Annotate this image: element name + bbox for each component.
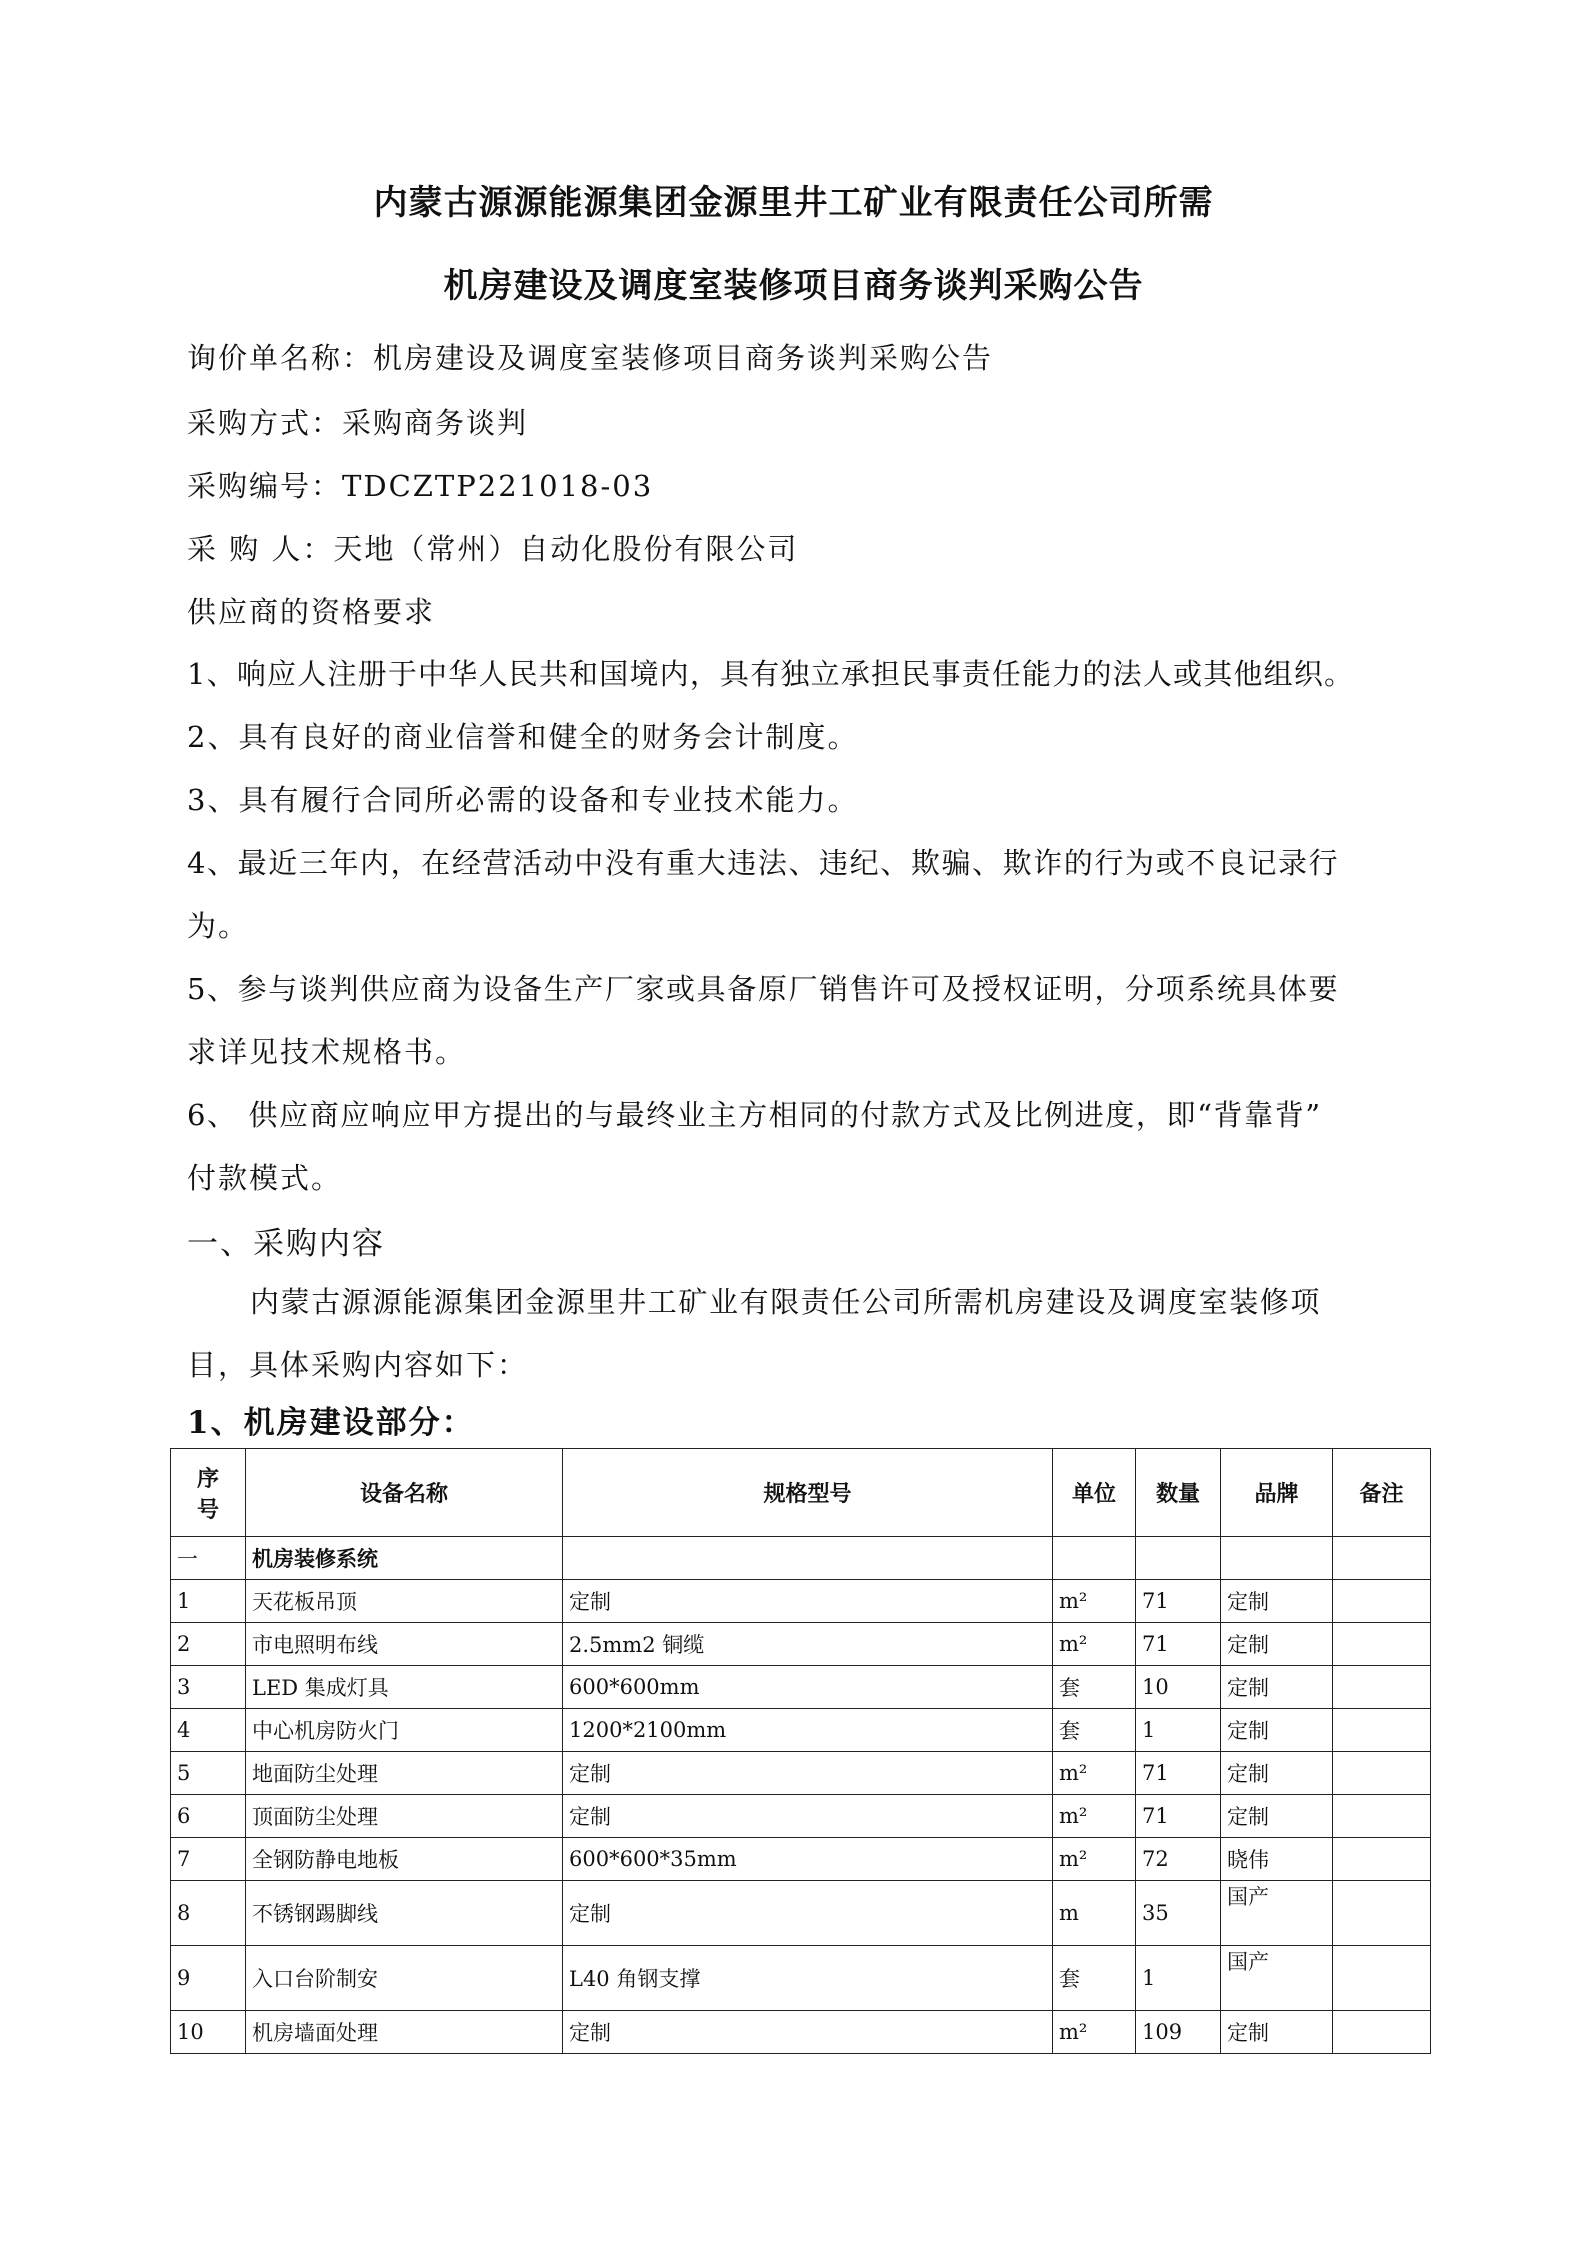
- requirement-2: 2、具有良好的商业信誉和健全的财务会计制度。: [187, 720, 859, 754]
- cell-no: 9: [171, 1946, 246, 2011]
- table-row: [171, 1752, 1431, 1795]
- cell-qty: 71: [1136, 1752, 1221, 1795]
- table-body: [171, 1580, 1431, 2054]
- table-header-row: [171, 1449, 1431, 1537]
- table-row: [171, 1709, 1431, 1752]
- cell-unit: m²: [1053, 1623, 1136, 1666]
- category-no: 一: [171, 1537, 246, 1580]
- cell-name: 机房墙面处理: [246, 2011, 563, 2054]
- cell-spec: 600*600mm: [563, 1666, 1053, 1709]
- cell-qty: 35: [1136, 1881, 1221, 1946]
- table-row: [171, 1881, 1431, 1946]
- table-category-row: [171, 1537, 1431, 1580]
- cell-no: 4: [171, 1709, 246, 1752]
- cell-qty: 72: [1136, 1838, 1221, 1881]
- header-no-line2: 号: [196, 1496, 219, 1523]
- header-qty: 数量: [1136, 1449, 1221, 1537]
- header-remark: 备注: [1333, 1449, 1431, 1537]
- header-unit: 单位: [1053, 1449, 1136, 1537]
- section-heading-procurement: 一、采购内容: [187, 1226, 385, 1262]
- qualification-heading: 供应商的资格要求: [187, 595, 436, 629]
- cell-name: 市电照明布线: [246, 1623, 563, 1666]
- cell-brand: 定制: [1221, 1752, 1333, 1795]
- cell-qty: 71: [1136, 1623, 1221, 1666]
- cell-brand: 定制: [1221, 1666, 1333, 1709]
- cell-qty: 109: [1136, 2011, 1221, 2054]
- requirement-3: 3、具有履行合同所必需的设备和专业技术能力。: [187, 783, 859, 817]
- cell-no: 1: [171, 1580, 246, 1623]
- table-row: [171, 1838, 1431, 1881]
- table-row: [171, 1623, 1431, 1666]
- procurement-number: 采购编号：TDCZTP221018-03: [187, 469, 654, 503]
- table-row: [171, 1580, 1431, 1623]
- cell-unit: 套: [1053, 1709, 1136, 1752]
- table-row: [171, 1795, 1431, 1838]
- cell-remark: [1333, 1795, 1431, 1838]
- cell-remark: [1333, 1946, 1431, 2011]
- cell-unit: m: [1053, 1881, 1136, 1946]
- cell-qty: 1: [1136, 1709, 1221, 1752]
- requirement-1: 1、响应人注册于中华人民共和国境内，具有独立承担民事责任能力的法人或其他组织。: [187, 657, 1355, 691]
- cell-remark: [1333, 1709, 1431, 1752]
- cell-brand: 定制: [1221, 1709, 1333, 1752]
- header-brand: 品牌: [1221, 1449, 1333, 1537]
- buyer: 采 购 人：天地（常州）自动化股份有限公司: [187, 532, 799, 566]
- requirement-4-line2: 为。: [187, 909, 250, 943]
- cell-unit: m²: [1053, 1580, 1136, 1623]
- requirement-6-line2: 付款模式。: [187, 1161, 343, 1195]
- cell-name: 地面防尘处理: [246, 1752, 563, 1795]
- cell-brand: 定制: [1221, 1580, 1333, 1623]
- table-row: [171, 1946, 1431, 2011]
- requirement-5-line1: 5、参与谈判供应商为设备生产厂家或具备原厂销售许可及授权证明，分项系统具体要: [187, 972, 1340, 1006]
- cell-spec: 2.5mm2 铜缆: [563, 1623, 1053, 1666]
- cell-name: 天花板吊顶: [246, 1580, 563, 1623]
- cell-brand: 晓伟: [1221, 1838, 1333, 1881]
- cell-remark: [1333, 1666, 1431, 1709]
- cell-remark: [1333, 1838, 1431, 1881]
- cell-remark: [1333, 1580, 1431, 1623]
- cell-spec: 定制: [563, 1881, 1053, 1946]
- cell-no: 2: [171, 1623, 246, 1666]
- requirement-6-line1: 6、 供应商应响应甲方提出的与最终业主方相同的付款方式及比例进度，即“背靠背”: [187, 1098, 1322, 1132]
- cell-name: 中心机房防火门: [246, 1709, 563, 1752]
- cell-no: 5: [171, 1752, 246, 1795]
- cell-remark: [1333, 1881, 1431, 1946]
- cell-spec: 600*600*35mm: [563, 1838, 1053, 1881]
- cell-unit: 套: [1053, 1666, 1136, 1709]
- header-no: [171, 1449, 246, 1537]
- cell-spec: 定制: [563, 1580, 1053, 1623]
- cell-remark: [1333, 1752, 1431, 1795]
- subsection-heading-machine-room: 1、机房建设部分：: [187, 1405, 475, 1441]
- cell-remark: [1333, 2011, 1431, 2054]
- procurement-paragraph-line2: 目，具体采购内容如下：: [187, 1348, 529, 1382]
- requirement-4-line1: 4、最近三年内，在经营活动中没有重大违法、违纪、欺骗、欺诈的行为或不良记录行: [187, 846, 1340, 880]
- cell-spec: 定制: [563, 1752, 1053, 1795]
- table-row: [171, 1666, 1431, 1709]
- cell-brand: 国产: [1221, 1946, 1333, 2011]
- procurement-method: 采购方式：采购商务谈判: [187, 406, 529, 440]
- cell-unit: m²: [1053, 1752, 1136, 1795]
- cell-no: 6: [171, 1795, 246, 1838]
- procurement-paragraph-line1: 内蒙古源源能源集团金源里井工矿业有限责任公司所需机房建设及调度室装修项: [250, 1285, 1322, 1319]
- category-name: 机房装修系统: [246, 1537, 563, 1580]
- cell-brand: 定制: [1221, 1623, 1333, 1666]
- cell-unit: 套: [1053, 1946, 1136, 2011]
- cell-spec: 定制: [563, 1795, 1053, 1838]
- cell-brand: 定制: [1221, 2011, 1333, 2054]
- document-title-line2: 机房建设及调度室装修项目商务谈判采购公告: [443, 266, 1144, 306]
- cell-no: 8: [171, 1881, 246, 1946]
- cell-name: LED 集成灯具: [246, 1666, 563, 1709]
- header-spec: 规格型号: [563, 1449, 1053, 1537]
- cell-name: 不锈钢踢脚线: [246, 1881, 563, 1946]
- cell-qty: 71: [1136, 1580, 1221, 1623]
- cell-no: 7: [171, 1838, 246, 1881]
- cell-no: 3: [171, 1666, 246, 1709]
- cell-qty: 71: [1136, 1795, 1221, 1838]
- cell-spec: 定制: [563, 2011, 1053, 2054]
- cell-name: 全钢防静电地板: [246, 1838, 563, 1881]
- header-name: 设备名称: [246, 1449, 563, 1537]
- inquiry-name: 询价单名称：机房建设及调度室装修项目商务谈判采购公告: [187, 341, 994, 375]
- cell-name: 顶面防尘处理: [246, 1795, 563, 1838]
- cell-brand: 国产: [1221, 1881, 1333, 1946]
- table-row: [171, 2011, 1431, 2054]
- cell-remark: [1333, 1623, 1431, 1666]
- cell-spec: 1200*2100mm: [563, 1709, 1053, 1752]
- procurement-table: [170, 1448, 1431, 2054]
- header-no-line1: 序: [196, 1465, 219, 1492]
- cell-unit: m²: [1053, 1838, 1136, 1881]
- cell-spec: L40 角钢支撑: [563, 1946, 1053, 2011]
- document-title-line1: 内蒙古源源能源集团金源里井工矿业有限责任公司所需: [373, 183, 1214, 223]
- cell-qty: 10: [1136, 1666, 1221, 1709]
- cell-qty: 1: [1136, 1946, 1221, 2011]
- cell-name: 入口台阶制安: [246, 1946, 563, 2011]
- cell-no: 10: [171, 2011, 246, 2054]
- cell-unit: m²: [1053, 1795, 1136, 1838]
- cell-brand: 定制: [1221, 1795, 1333, 1838]
- requirement-5-line2: 求详见技术规格书。: [187, 1035, 467, 1069]
- cell-unit: m²: [1053, 2011, 1136, 2054]
